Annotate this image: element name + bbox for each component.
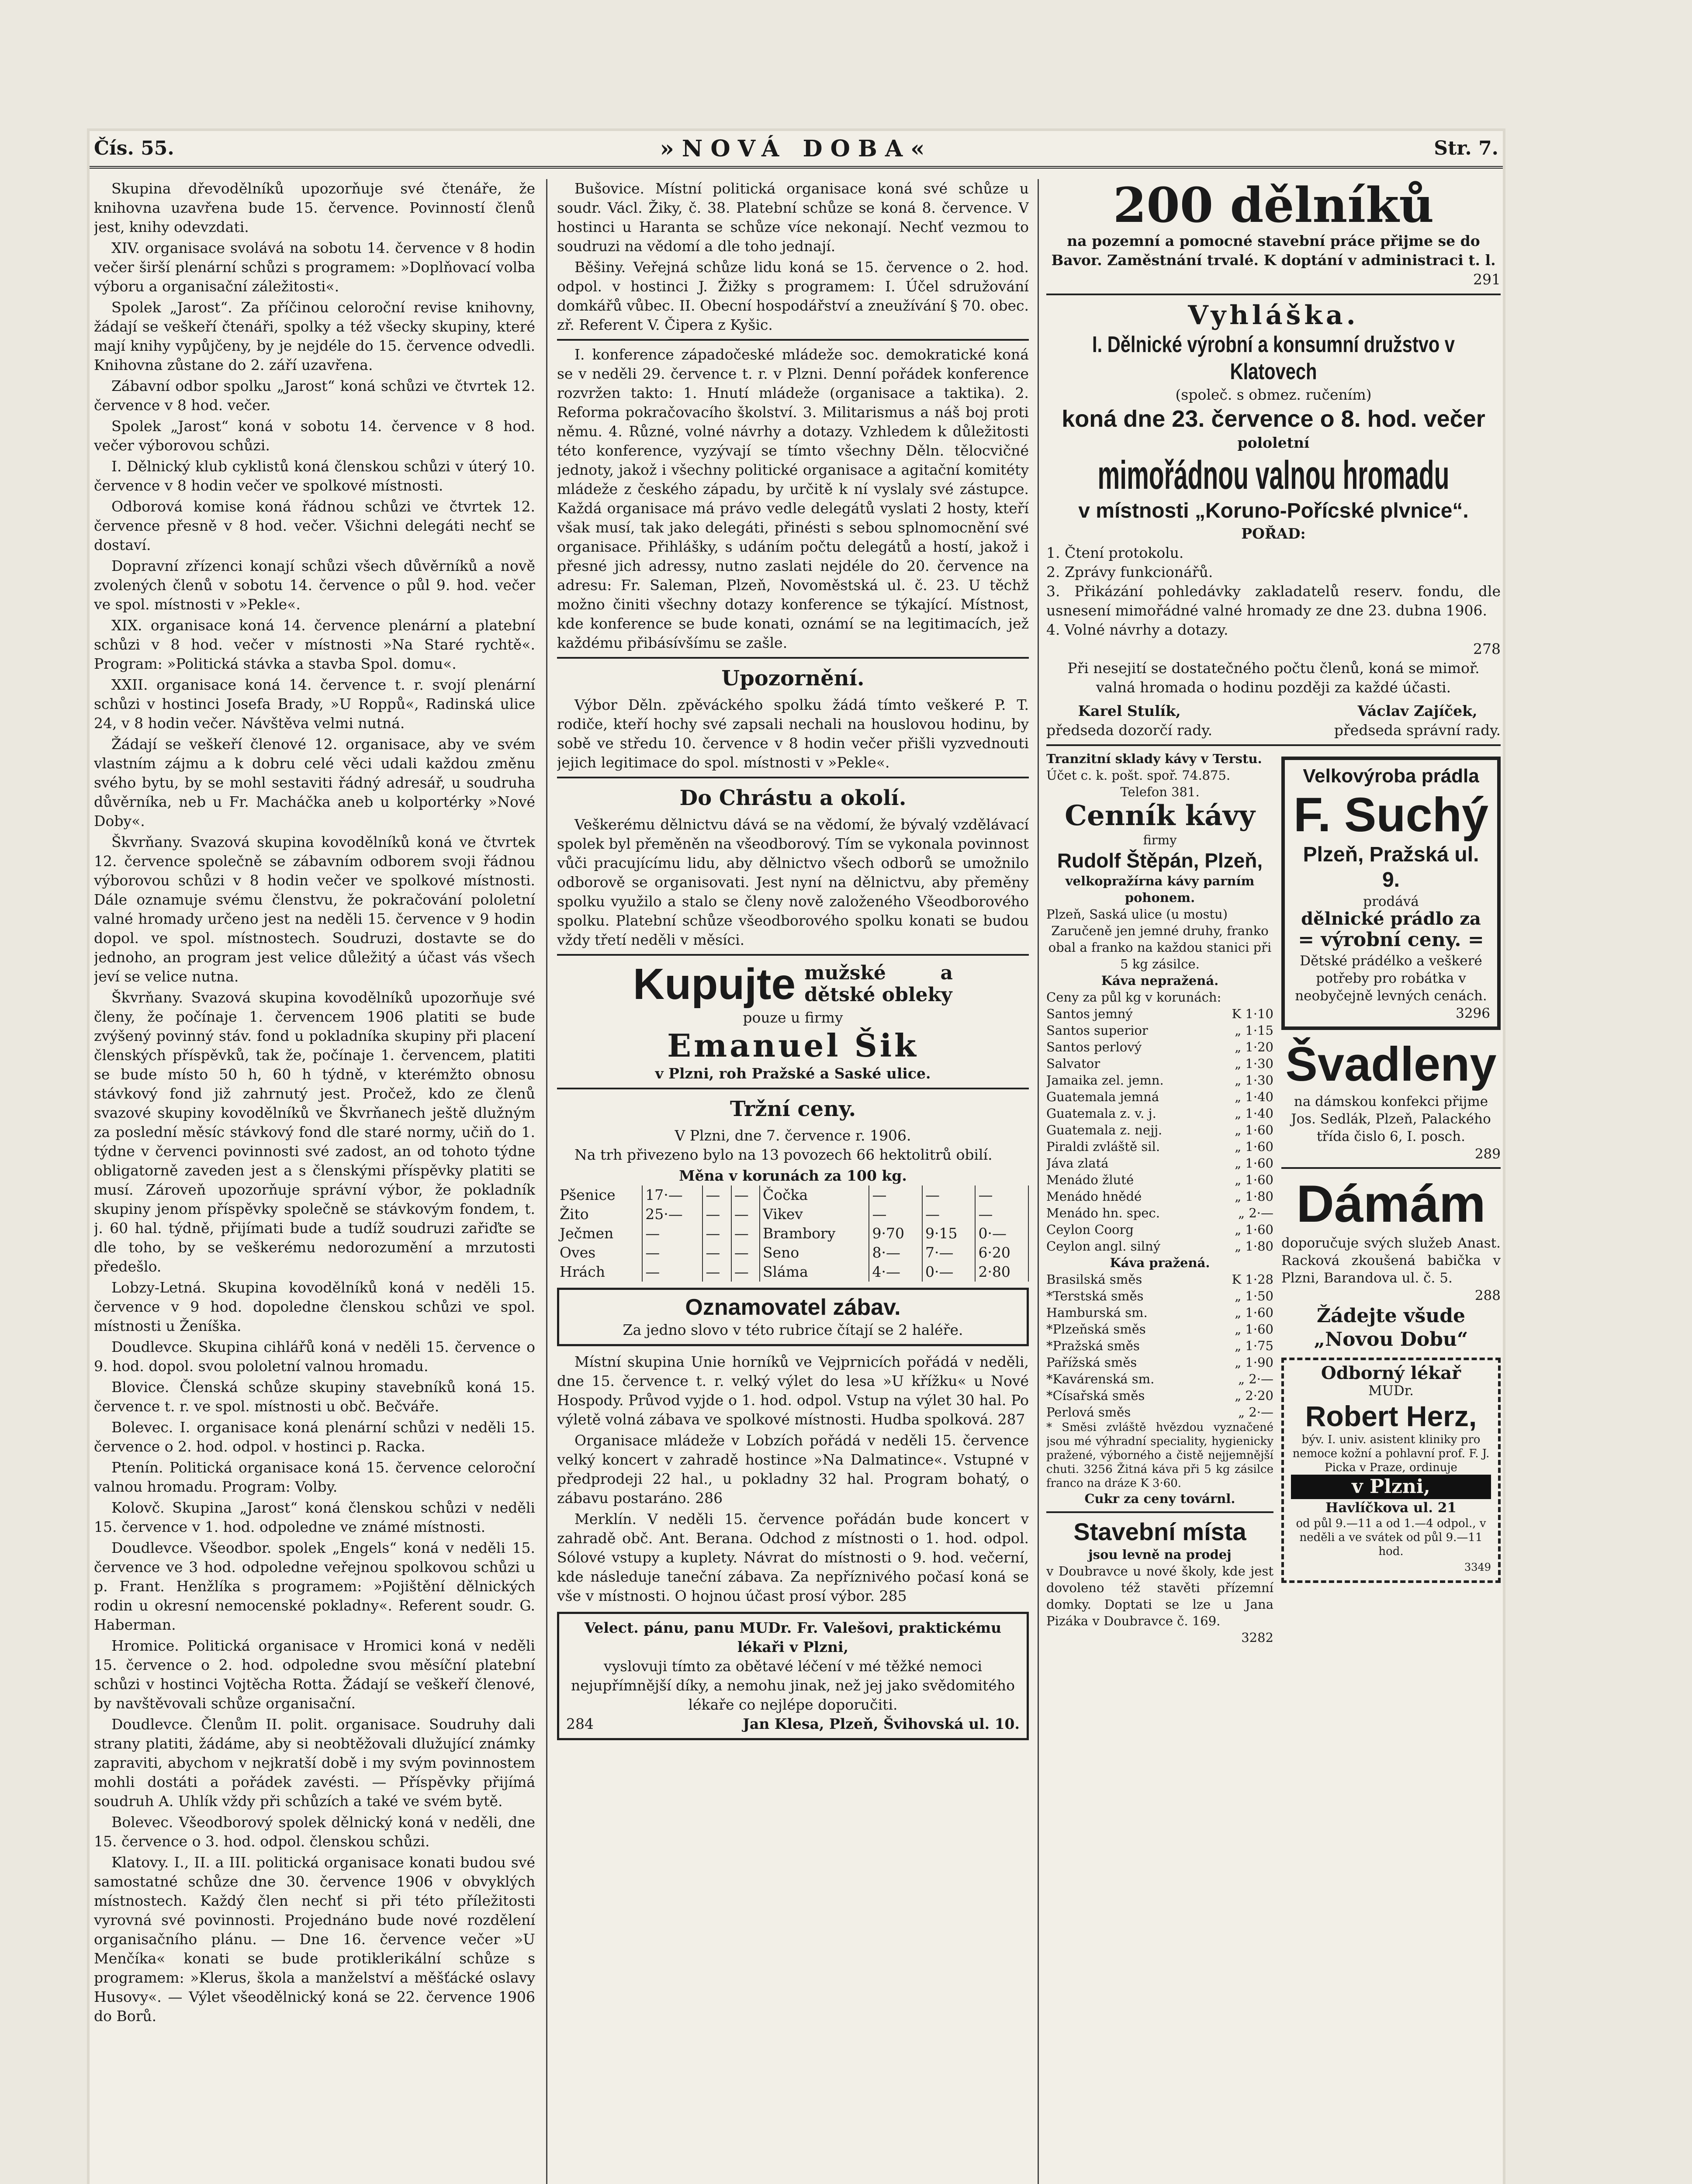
divider bbox=[557, 777, 1029, 778]
table-cell: — bbox=[922, 1185, 975, 1205]
notice: Bolevec. I. organisace koná plenární schůzi v neděli 15. července o 2. hod. odpol. v hostinci p. Racka. bbox=[94, 1419, 535, 1455]
notice: Zábavní odbor spolku „Jarost“ koná schůzi ve čtvrtek 12. července v 8 hod. večer. bbox=[94, 377, 535, 414]
table-cell: — bbox=[869, 1185, 922, 1205]
signature-left bbox=[1046, 702, 1212, 740]
price-item: Salvator bbox=[1046, 1056, 1100, 1071]
coffee-address: Plzeň, Saská ulice (u mostu) bbox=[1046, 907, 1228, 922]
ad-text: MUDr. bbox=[1368, 1383, 1414, 1399]
price-value: „ 1·60 bbox=[1235, 1156, 1273, 1171]
notice: Ptenín. Politická organisace koná 15. července celoroční valnou hromadu. Program: Volby. bbox=[94, 1459, 535, 1495]
price-value: „ 1·80 bbox=[1235, 1239, 1273, 1254]
price-value: „ 1·30 bbox=[1235, 1073, 1273, 1088]
divider bbox=[1046, 294, 1501, 295]
notice: Organisace mládeže v Lobzích pořádá v neděli 15. července velký koncert v zahradě hostince »Na Dalmatince«. Vstupné v předprodeji 22 hal., u pokladny 32 hal. Program bohatý, o zábavu postaráno. 286 bbox=[557, 1432, 1029, 1507]
price-item: Perlová směs bbox=[1046, 1405, 1131, 1420]
signature-role: předseda dozorčí rady. bbox=[1046, 722, 1213, 739]
table-cell: 17·— bbox=[642, 1185, 702, 1205]
newspaper-title: »NOVÁ DOBA« bbox=[660, 135, 933, 162]
issue-number: Čís. 55. bbox=[94, 137, 174, 159]
promo-line: Žádejte všude bbox=[1316, 1305, 1466, 1327]
column-rule bbox=[546, 179, 547, 2184]
coffee-raw-list bbox=[1046, 1006, 1273, 1254]
table-cell: 0·— bbox=[922, 1262, 975, 1282]
notice: Hromice. Politická organisace v Hromici koná v neděli 15. července o 2. hod. odpoledne svou měsíční platební schůzi v hostinci Vojtěcha Rotta. Žádají se veškeří členové, by navštěvovali schůze organisační. bbox=[94, 1637, 535, 1712]
notice: Blovice. Členská schůze skupiny stavebníků koná 15. července t. r. ve spol. místnosti u obč. Bečváře. bbox=[94, 1379, 535, 1415]
table-cell: 9·15 bbox=[922, 1224, 975, 1243]
table-row bbox=[557, 1205, 1028, 1224]
price-row bbox=[1046, 1304, 1273, 1321]
table-cell: Ječmen bbox=[557, 1224, 642, 1243]
notice: Spolek „Jarost“ koná v sobotu 14. července v 8 hod. večer výborovou schůzi. bbox=[94, 418, 535, 454]
table-cell: Seno bbox=[760, 1243, 869, 1262]
table-cell: — bbox=[731, 1185, 760, 1205]
coffee-note: Zaručeně jen jemné druhy, franko obal a franko na každou stanici při 5 kg zásilce. bbox=[1048, 923, 1272, 971]
price-row bbox=[1046, 1089, 1273, 1105]
table-cell: — bbox=[975, 1205, 1028, 1224]
ad-line: = výrobní ceny. = bbox=[1298, 929, 1484, 951]
price-value: „ 1·50 bbox=[1235, 1289, 1273, 1303]
ad-title: Odborný lékař bbox=[1321, 1363, 1461, 1383]
promo-line: „Novou Dobu“ bbox=[1314, 1328, 1468, 1351]
price-row bbox=[1046, 1354, 1273, 1371]
price-value: „ 2·— bbox=[1238, 1372, 1273, 1386]
signature-role: předseda správní rady. bbox=[1334, 722, 1501, 739]
coffee-title: Cenník kávy bbox=[1065, 799, 1255, 832]
table-cell: 9·70 bbox=[869, 1224, 922, 1243]
price-row bbox=[1046, 1138, 1273, 1155]
ad-subline: mužské a dětské obleky bbox=[804, 962, 953, 1006]
market-price-table bbox=[557, 1185, 1029, 1282]
ad-name: F. Suchý bbox=[1293, 788, 1489, 842]
price-item: Hamburská sm. bbox=[1046, 1305, 1148, 1320]
ad-name: Robert Herz, bbox=[1305, 1400, 1477, 1432]
price-row bbox=[1046, 1171, 1273, 1188]
price-item: Jamaika zel. jemn. bbox=[1046, 1073, 1164, 1088]
price-row bbox=[1046, 1238, 1273, 1254]
notice: Veškerému dělnictvu dává se na vědomí, že bývalý vzdělávací spolek byl přeměněn na všeodborový. Tím se vykonala povinnost vůči pracujícímu lidu, aby dělnictvo všech odborů se umožnilo odborově se organisovati. Jest nyní na dělnictvu, aby přeměny spolku využilo a stalo se členy nově založeného Všeodborového spolku. Platební schůze všeodborového spolku konati se budou vždy třetí neděli v měsíci. bbox=[557, 816, 1029, 948]
notice: Škvrňany. Svazová skupina kovodělníků koná ve čtvrtek 12. července společně se zábavním odborem svoji řádnou výborovou schůzi v 8 hodin večer ve spolkové místnosti. Dále oznamuje svému členstvu, že pokračování pololetní valné hromady určeno jest na neděli 15. července v 9 hodin dopol. ve spol. místnostech. Soudruzi, dostavte se do jednoho, an program jest velice důležitý a účast vás všech jeví se velice nutna. bbox=[94, 833, 535, 985]
price-value: „ 2·— bbox=[1238, 1405, 1273, 1420]
table-cell: — bbox=[702, 1224, 731, 1243]
table-cell: 25·— bbox=[642, 1205, 702, 1224]
table-cell: 4·— bbox=[869, 1262, 922, 1282]
section-heading: Upozornění. bbox=[721, 666, 865, 691]
price-value: „ 1·20 bbox=[1235, 1040, 1273, 1054]
notice: I. Dělnický klub cyklistů koná členskou schůzi v úterý 10. července v 8 hodin večer ve spolkové místnosti. bbox=[94, 458, 535, 494]
announcement-type: pololetní bbox=[1237, 434, 1310, 451]
section-heading: Do Chrástu a okolí. bbox=[679, 786, 907, 810]
thanks-title: Velect. pánu, panu MUDr. Fr. Valešovi, praktickému lékaři v Plzni, bbox=[584, 1619, 1002, 1655]
price-value: „ 1·15 bbox=[1235, 1023, 1273, 1038]
notice: Bolevec. Všeodborový spolek dělnický koná v neděli, dne 15. července o 3. hod. odpol. členskou schůzi. bbox=[94, 1814, 535, 1850]
ad-city: v Plzni, bbox=[1291, 1475, 1491, 1499]
divider bbox=[557, 339, 1029, 341]
price-row bbox=[1046, 1271, 1273, 1288]
price-value: „ 1·60 bbox=[1235, 1172, 1273, 1187]
price-row bbox=[1046, 1221, 1273, 1238]
program-item: 1. Čtení protokolu. bbox=[1046, 544, 1184, 561]
price-row bbox=[1046, 1371, 1273, 1387]
table-cell: — bbox=[922, 1205, 975, 1224]
program-title: POŘAD: bbox=[1241, 525, 1306, 542]
announcement-place: v místnosti „Koruno-Pořícské plvnice“. bbox=[1078, 499, 1469, 522]
price-value: K 1·28 bbox=[1232, 1272, 1273, 1287]
price-value: „ 1·60 bbox=[1235, 1305, 1273, 1320]
section-heading: Oznamovatel zábav. bbox=[685, 1295, 901, 1320]
ad-number: 3282 bbox=[1241, 1630, 1273, 1645]
thanks-notice bbox=[557, 1612, 1029, 1740]
table-cell: Hrách bbox=[557, 1262, 642, 1282]
market-intro: Na trh přivezeno bylo na 13 povozech 66 hektolitrů obilí. bbox=[574, 1146, 993, 1163]
ads-row bbox=[1046, 750, 1501, 1646]
ad-headline: Dámám bbox=[1296, 1175, 1486, 1233]
ad-text: býv. I. univ. asistent kliniky pro nemoce kožní a pohlavní prof. F. J. Picka v Praze, ordinuje bbox=[1292, 1433, 1490, 1474]
ad-text: na dámskou konfekci přijme Jos. Sedlák, Plzeň, Palackého třída čislo 6, I. posch. bbox=[1291, 1094, 1491, 1144]
notice: Klatovy. I., II. a III. politická organisace konati budou své samostatné schůze dne 30. července 1906 v obvyklých místnostech. Každý člen nechť si při této příležitosti vyrovná své povinnosti. Projednáno bude nové rozdělení organisačního plánu. — Dne 16. července večer »U Menčíka« konati se bude protiklerikální schůze s programem: »Klerus, škola a manželství a měšťácké oslavy Husovy«. — Výlet všeodělnický koná se 22. července 1906 do Borů. bbox=[94, 1854, 535, 2025]
price-row bbox=[1046, 1155, 1273, 1171]
signature-right bbox=[1334, 702, 1501, 740]
price-value: „ 2·— bbox=[1238, 1206, 1273, 1220]
price-value: „ 1·80 bbox=[1235, 1189, 1273, 1204]
table-cell: — bbox=[869, 1205, 922, 1224]
coffee-blend-note: * Směsi zvláště hvězdou vyznačené jsou mé výhradní speciality, hygienicky pražené, výborného a čistě nejjemnější chuti. 3256 Žitná káva při 5 kg zásilce franco na dráze K 3·60. bbox=[1046, 1421, 1273, 1490]
table-row bbox=[557, 1224, 1028, 1243]
thanks-footer bbox=[566, 1714, 1020, 1734]
page-header bbox=[90, 131, 1503, 169]
table-row bbox=[557, 1185, 1028, 1205]
ad-text: pouze u firmy bbox=[743, 1009, 843, 1026]
ad-herz bbox=[1281, 1358, 1501, 1583]
price-row bbox=[1046, 1022, 1273, 1039]
price-item: Piraldi zvláště sil. bbox=[1046, 1139, 1160, 1154]
notice: XIV. organisace svolává na sobotu 14. července v 8 hodin večer širší plenární schůzi s programem: »Doplňovací volba výboru a organisační záležitosti«. bbox=[94, 239, 535, 295]
price-value: „ 1·40 bbox=[1235, 1089, 1273, 1104]
table-cell: Vikev bbox=[760, 1205, 869, 1224]
price-row bbox=[1046, 1321, 1273, 1337]
ad-such bbox=[1281, 757, 1501, 1030]
coffee-sub: velkopražírna kávy parním pohonem. bbox=[1065, 874, 1255, 905]
table-cell: — bbox=[642, 1224, 702, 1243]
price-item: Ceylon Coorg bbox=[1046, 1222, 1134, 1237]
ad-address: Havlíčkova ul. 21 bbox=[1325, 1500, 1457, 1516]
entertainment-notices-header bbox=[557, 1288, 1029, 1346]
table-cell: Pšenice bbox=[557, 1185, 642, 1205]
ad-firm: Emanuel Šik bbox=[667, 1027, 919, 1064]
ad-headline: Švadleny bbox=[1285, 1037, 1497, 1091]
announcement-title: Vyhláška. bbox=[1188, 300, 1359, 331]
coffee-firm: Rudolf Štěpán, Plzeň, bbox=[1057, 849, 1263, 872]
price-value: K 1·10 bbox=[1232, 1006, 1273, 1021]
table-cell: — bbox=[975, 1185, 1028, 1205]
notice: Škvrňany. Svazová skupina kovodělníků upozorňuje své členy, že počínaje 1. červencem 1906 platiti se bude zvýšený povinný stáv. fond u pokladníka skupiny při placení členských příspěvků, tak že, počínaje 1. červencem, platiti se bude místo 50 h, 60 h týdně, v kterémžto obnosu stávkový fond již zahrnutý jest. Pročež, kdo ze členů svazové skupiny kovodělníků ve Škvrňanech ještě dlužným za poslední měsíc stávkový fond dle staré normy, učiň do 1. týdne v červenci povinnosti své zadost, an od tohoto týdne obligatorně zaveden jest a s členskými příspěvky platiti se musí. Zároveň upozorňuje správní výbor, že pokladník skupiny jenom příspěvky společně se stávkovým fondem, t. j. 60 hal. týdně, přijímati bude a tudíž soudruzi zařiďte se dle toho, by se veškerému nedorozumění a mrzutosti předešlo. bbox=[94, 989, 535, 1275]
coffee-price-list bbox=[1046, 750, 1273, 1646]
table-cell: 7·— bbox=[922, 1243, 975, 1262]
price-item: Menádo žluté bbox=[1046, 1172, 1134, 1187]
ad-number: 291 bbox=[1473, 271, 1501, 288]
price-value: „ 1·90 bbox=[1235, 1355, 1273, 1370]
price-item: *Pražská směs bbox=[1046, 1338, 1140, 1353]
ad-number: 288 bbox=[1474, 1288, 1501, 1303]
notice: Bušovice. Místní politická organisace koná své schůze u soudr. Václ. Žiky, č. 38. Platební schůze se koná 8. července. V hostinci u Haranta se schůze více nekonají. Nechť vezmou to soudruzi na vědomí a dle toho jednají. bbox=[557, 180, 1029, 255]
table-cell: Žito bbox=[557, 1205, 642, 1224]
table-cell: 0·— bbox=[975, 1224, 1028, 1243]
notice: XIX. organisace koná 14. července plenární a platební schůzi v 8 hod. večer v místnosti »Na Staré rychtě«. Program: »Politická stávka a stavba Spol. domu«. bbox=[94, 617, 535, 672]
table-cell: Čočka bbox=[760, 1185, 869, 1205]
market-date: V Plzni, dne 7. července r. 1906. bbox=[675, 1127, 911, 1144]
ad-line: dělnické prádlo za bbox=[1301, 909, 1481, 929]
divider bbox=[557, 657, 1029, 659]
ad-sik bbox=[557, 960, 1029, 1083]
price-row bbox=[1046, 1122, 1273, 1138]
program-item: 4. Volné návrhy a dotazy. bbox=[1046, 621, 1228, 638]
notice: Dopravní zřízenci konají schůzi všech důvěrníků a nově zvolených členů v sobotu 14. července o půl 9. hod. večer ve spol. místnosti v »Pekle«. bbox=[94, 557, 535, 613]
ad-number: 3296 bbox=[1456, 1006, 1490, 1021]
notice: Skupina dřevodělníků upozorňuje své čtenáře, že knihovna uzavřena bude 15. července. Povinností členů jest, knihy odevzdati. bbox=[94, 180, 535, 235]
coffee-phone: Telefon 381. bbox=[1120, 784, 1200, 799]
table-cell: 8·— bbox=[869, 1243, 922, 1262]
price-row bbox=[1046, 1205, 1273, 1221]
price-item: *Císařská směs bbox=[1046, 1388, 1145, 1403]
price-item: Guatemala z. nejj. bbox=[1046, 1123, 1163, 1137]
coffee-raw-title: Káva nepražená. bbox=[1101, 973, 1219, 988]
column-rule bbox=[1038, 179, 1039, 2184]
price-row bbox=[1046, 1404, 1273, 1420]
price-item: Brasilská směs bbox=[1046, 1272, 1142, 1287]
price-item: Ceylon angl. silný bbox=[1046, 1239, 1161, 1254]
announcement-org-sub: (společ. s obmez. ručením) bbox=[1175, 386, 1372, 403]
notice: Doudlevce. Skupina cihlářů koná v neděli 15. července o 9. hod. dopol. svou pololetní valnou hromadu. bbox=[94, 1338, 535, 1375]
notice: Místní skupina Unie horníků ve Vejprnicích pořádá v neděli, dne 15. července t. r. velký výlet do lesa »U křížku« u Nové Hospody. Průvod vyjde o 1. hod. odpol. Vstup na výlet 30 hal. Po výletě volná zábava ve spolkové místnosti. Hudba spolková. 287 bbox=[557, 1353, 1029, 1428]
divider bbox=[1046, 1511, 1273, 1513]
announcement-when: koná dne 23. července o 8. hod. večer bbox=[1062, 406, 1485, 432]
coffee-raw-unit: Ceny za půl kg v korunách: bbox=[1046, 990, 1221, 1005]
ad-number: 3349 bbox=[1464, 1561, 1491, 1573]
notice: I. konference západočeské mládeže soc. demokratické koná se v neděli 29. července t. r. v Plzni. Denní pořádek konference rozvržen takto: 1. Hnutí mládeže (organisace a taktika). 2. Reforma pokračovacího školství. 3. Militarismus a náš boj proti němu. 4. Různé, volné návrhy a dotazy. Vzhledem k důležitosti této konference, vyzývají se tímto všechny Děln. tělocvičné jednoty, jakož i všechny politické organisace a agitační komitéty mládeže z českého západu, by určitě k ní vyslaly své zástupce. Každá organisace má právo vedle delegátů vyslati 2 hosty, kteří však musí, tak jako delegáti, přinésti s sebou splnomocnění své organisace. Přihlášky, s udáním počtu delegátů a hostí, jakož i přesné jich adressy, nutno zaslati nejdéle do 20. července na adresu: Fr. Saleman, Plzeň, Novoměstská ul. č. 23. U těchž možno činiti všechny dotazy konference se týkající. Místnost, kde konference se bude konati, oznámí se na legitimacích, jež každému přibásívšímu se zašle. bbox=[557, 346, 1029, 651]
program-item: 3. Přikázání pohledávky zakladatelů reserv. fondu, dle usnesení mimořádné valné hromady ze dne 23. dubna 1906. bbox=[1046, 583, 1501, 619]
price-item: Guatemala z. v. j. bbox=[1046, 1106, 1156, 1121]
price-row bbox=[1046, 1288, 1273, 1304]
table-row bbox=[557, 1262, 1028, 1282]
program-item: 2. Zprávy funkcionářů. bbox=[1046, 563, 1213, 581]
table-cell: Sláma bbox=[760, 1262, 869, 1282]
notice: Běšiny. Veřejná schůze lidu koná se 15. července o 2. hod. odpol. v hostinci J. Žižky s programem: I. Účel sdružování domkářů vůbec. II. Obecní hospodářství a zneužívání § 70. obec. zř. Referent V. Čipera z Kyšic. bbox=[557, 259, 1029, 333]
table-cell: — bbox=[702, 1185, 731, 1205]
announcement-org: I. Dělnické výrobní a konsumní družstvo v Klatovech bbox=[1092, 332, 1455, 384]
ad-text: na pozemní a pomocné stavební práce přijme se do Bavor. Zaměstnání trvalé. K doptání v administraci t. l. bbox=[1051, 232, 1496, 269]
signature-name: Karel Stulík, bbox=[1078, 702, 1181, 719]
notice: Žádají se veškeří členové 12. organisace, aby ve svém vlastním zájmu a k dobru celé věci udali každou změnu svého bytu, by se mohl sestaviti řádný adresář, u soudruha důvěrníka, neb u Fr. Macháčka aneb u kolportérky »Nové Doby«. bbox=[94, 736, 535, 829]
table-cell: — bbox=[702, 1243, 731, 1262]
price-row bbox=[1046, 1055, 1273, 1072]
price-value: „ 1·60 bbox=[1235, 1222, 1273, 1237]
price-value: „ 1·40 bbox=[1235, 1106, 1273, 1121]
notice: Doudlevce. Všeodbor. spolek „Engels“ koná v neděli 15. července ve 3 hod. odpoledne veřejnou spolkovou schůzi u p. Frant. Henžlíka s programem: »Pojištění dělnických rodin u okresní nemocenské pokladny«. Referent soudr. G. Haberman. bbox=[94, 1539, 535, 1633]
table-row bbox=[557, 1243, 1028, 1262]
price-item: Pařížská směs bbox=[1046, 1355, 1137, 1370]
price-value: „ 1·60 bbox=[1235, 1322, 1273, 1337]
ad-title: Velkovýroba prádla bbox=[1303, 765, 1479, 787]
table-cell: — bbox=[642, 1243, 702, 1262]
page-number: Str. 7. bbox=[1434, 137, 1498, 159]
notice: Lobzy-Letná. Skupina kovodělníků koná v neděli 15. července v 9 hod. dopoledne členskou schůzi ve spol. místnosti u Ženíška. bbox=[94, 1279, 535, 1334]
coffee-top: Tranzitní sklady kávy v Terstu. bbox=[1046, 751, 1262, 766]
table-cell: — bbox=[702, 1262, 731, 1282]
thanks-text: vyslovuji tímto za obětavé léčení v mé těžké nemoci nejupřímnější díky, a nemohu jinak, než jej jako svědomitého lékaře co nejlépe doporučiti. bbox=[571, 1658, 1015, 1713]
column-1 bbox=[94, 179, 535, 2184]
market-unit: Měna v korunách za 100 kg. bbox=[679, 1167, 907, 1184]
table-cell: — bbox=[642, 1262, 702, 1282]
price-item: Menádo hn. spec. bbox=[1046, 1206, 1160, 1220]
ad-address: v Plzni, roh Pražské a Saské ulice. bbox=[655, 1065, 931, 1082]
table-cell: — bbox=[731, 1262, 760, 1282]
price-row bbox=[1046, 1072, 1273, 1089]
price-item: Santos superior bbox=[1046, 1023, 1148, 1038]
price-item: *Terstská směs bbox=[1046, 1289, 1144, 1303]
section-heading: Tržní ceny. bbox=[730, 1097, 856, 1121]
coffee-account: Účet c. k. pošt. spoř. 74.875. bbox=[1046, 768, 1231, 783]
price-item: Menádo hnědé bbox=[1046, 1189, 1142, 1204]
table-cell: — bbox=[702, 1205, 731, 1224]
ad-hours: od půl 9.—11 a od 1.—4 odpol., v neděli a ve svátek od půl 9.—11 hod. bbox=[1296, 1517, 1486, 1558]
price-value: „ 1·30 bbox=[1235, 1056, 1273, 1071]
table-cell: Oves bbox=[557, 1243, 642, 1262]
notice: XXII. organisace koná 14. července t. r. svojí plenární schůzi v hostinci Josefa Brady, »U Roppů«, Radinská ulice 24, v 8 hodin večer. Návštěva velmi nutná. bbox=[94, 676, 535, 732]
price-item: Jáva zlatá bbox=[1046, 1156, 1109, 1171]
ad-text: prodává bbox=[1363, 894, 1419, 909]
price-item: Santos perlový bbox=[1046, 1040, 1142, 1054]
price-value: „ 2·20 bbox=[1235, 1388, 1273, 1403]
notice: Kolovč. Skupina „Jarost“ koná členskou schůzi v neděli 15. července v 1. hod. odpoledne ve známé místnosti. bbox=[94, 1499, 535, 1535]
notice: Odborová komise koná řádnou schůzi ve čtvrtek 12. července přesně v 8 hod. večer. Všichni delegáti nechť se dostaví. bbox=[94, 498, 535, 553]
price-row bbox=[1046, 1006, 1273, 1022]
price-item: *Kavárenská sm. bbox=[1046, 1372, 1155, 1386]
ad-text: Dětské prádélko a veškeré potřeby pro robátka v neobyčejně levných cenách. bbox=[1295, 953, 1487, 1004]
thanks-signature: Jan Klesa, Plzeň, Švihovská ul. 10. bbox=[743, 1715, 1020, 1732]
price-row bbox=[1046, 1337, 1273, 1354]
price-row bbox=[1046, 1039, 1273, 1055]
divider bbox=[557, 954, 1029, 956]
section-subheading: Za jedno slovo v této rubrice čítají se 2 haléře. bbox=[623, 1321, 963, 1338]
ad-headline: 200 dělníků bbox=[1113, 179, 1434, 233]
plots-text: v Doubravce u nové školy, kde jest dovoleno též stavěti přízemní domky. Doptati se lze u Jana Pizáka v Doubravce č. 169. bbox=[1046, 1564, 1273, 1628]
table-cell: 2·80 bbox=[975, 1262, 1028, 1282]
price-value: „ 1·60 bbox=[1235, 1123, 1273, 1137]
table-cell: — bbox=[731, 1224, 760, 1243]
column-2 bbox=[557, 179, 1029, 2184]
table-cell: — bbox=[731, 1243, 760, 1262]
newspaper-page bbox=[90, 131, 1503, 2184]
coffee-roast-title: Káva pražená. bbox=[1110, 1255, 1210, 1270]
notice: Spolek „Jarost“. Za příčinou celoroční revise knihovny, žádají se veškeří čtenáři, spolky a též všecky skupiny, které mají knihy vypůjčeny, by je nejdéle do 15. července odvedli. Knihovna zůstane do 2. září uzavřena. bbox=[94, 299, 535, 373]
notice: Doudlevce. Členům II. polit. organisace. Soudruhy dali strany platiti, žádáme, aby si neobtěžovali dlužující známky zapraviti, abychom v nejkratší době i my svým povinnostem mohli dostáti a pořádek zavésti. — Příspěvky přijímá soudruh A. Uhlík vždy při schůzích a také ve svém bytě. bbox=[94, 1716, 535, 1810]
ad-headline: Kupujte bbox=[633, 960, 796, 1009]
price-value: „ 1·60 bbox=[1235, 1139, 1273, 1154]
notice: Merklín. V neděli 15. července pořádán bude koncert v zahradě obč. Ant. Berana. Odchod z místnosti o 1. hod. odpol. Sólové vstupy a kuplety. Návrat do místnosti o 9. hod. večerní, kde následuje taneční zábava. Za nepříznivého počasí koná se vše v místnosti. O hojnou účast prosí výbor. 285 bbox=[557, 1510, 1029, 1604]
table-cell: Brambory bbox=[760, 1224, 869, 1243]
notice: Výbor Děln. zpěváckého spolku žádá tímto veškeré P. T. rodiče, kteří hochy své zapsali nechali na houslovou hodinu, by sobě ve středu 10. července v 8 hodin večer přišli vyzvednouti jejich legitimace do spol. místnosti v »Pekle«. bbox=[557, 696, 1029, 771]
price-item: Santos jemný bbox=[1046, 1006, 1133, 1021]
ad-address: Plzeň, Pražská ul. 9. bbox=[1303, 843, 1479, 892]
divider bbox=[1281, 1167, 1501, 1169]
divider bbox=[1046, 744, 1501, 746]
coffee-firm-label: firmy bbox=[1143, 833, 1177, 847]
ad-announcement bbox=[1046, 300, 1501, 740]
announcement-note: Při nesejití se dostatečného počtu členů, koná se mimoř. valná hromada o hodinu později za každé účasti. bbox=[1067, 660, 1480, 696]
ad-text: doporučuje svých služeb Anast. Racková zkoušená babička v Plzni, Barandova ul. č. 5. bbox=[1281, 1235, 1501, 1286]
plots-title: Stavební místa bbox=[1073, 1518, 1246, 1545]
price-row bbox=[1046, 1387, 1273, 1404]
price-item: Guatemala jemná bbox=[1046, 1089, 1159, 1104]
ad-workers bbox=[1046, 179, 1501, 289]
right-ads bbox=[1281, 750, 1501, 1646]
ad-number: 278 bbox=[1473, 640, 1501, 657]
ad-number: 284 bbox=[566, 1715, 594, 1732]
signature-name: Václav Zajíček, bbox=[1357, 702, 1477, 719]
announcement-meeting: mimořádnou valnou hromadu bbox=[1097, 453, 1450, 498]
price-value: „ 1·75 bbox=[1235, 1338, 1273, 1353]
divider bbox=[557, 1088, 1029, 1089]
coffee-roast-list bbox=[1046, 1271, 1273, 1420]
plots-sub: jsou levně na prodej bbox=[1088, 1547, 1232, 1562]
table-cell: — bbox=[731, 1205, 760, 1224]
price-item: *Plzeňská směs bbox=[1046, 1322, 1146, 1337]
price-row bbox=[1046, 1188, 1273, 1205]
coffee-bottom: Cukr za ceny továrnl. bbox=[1084, 1491, 1235, 1506]
ad-number: 289 bbox=[1474, 1146, 1501, 1162]
signatures bbox=[1046, 702, 1501, 740]
column-3 bbox=[1046, 179, 1501, 2184]
price-row bbox=[1046, 1105, 1273, 1122]
table-cell: 6·20 bbox=[975, 1243, 1028, 1262]
